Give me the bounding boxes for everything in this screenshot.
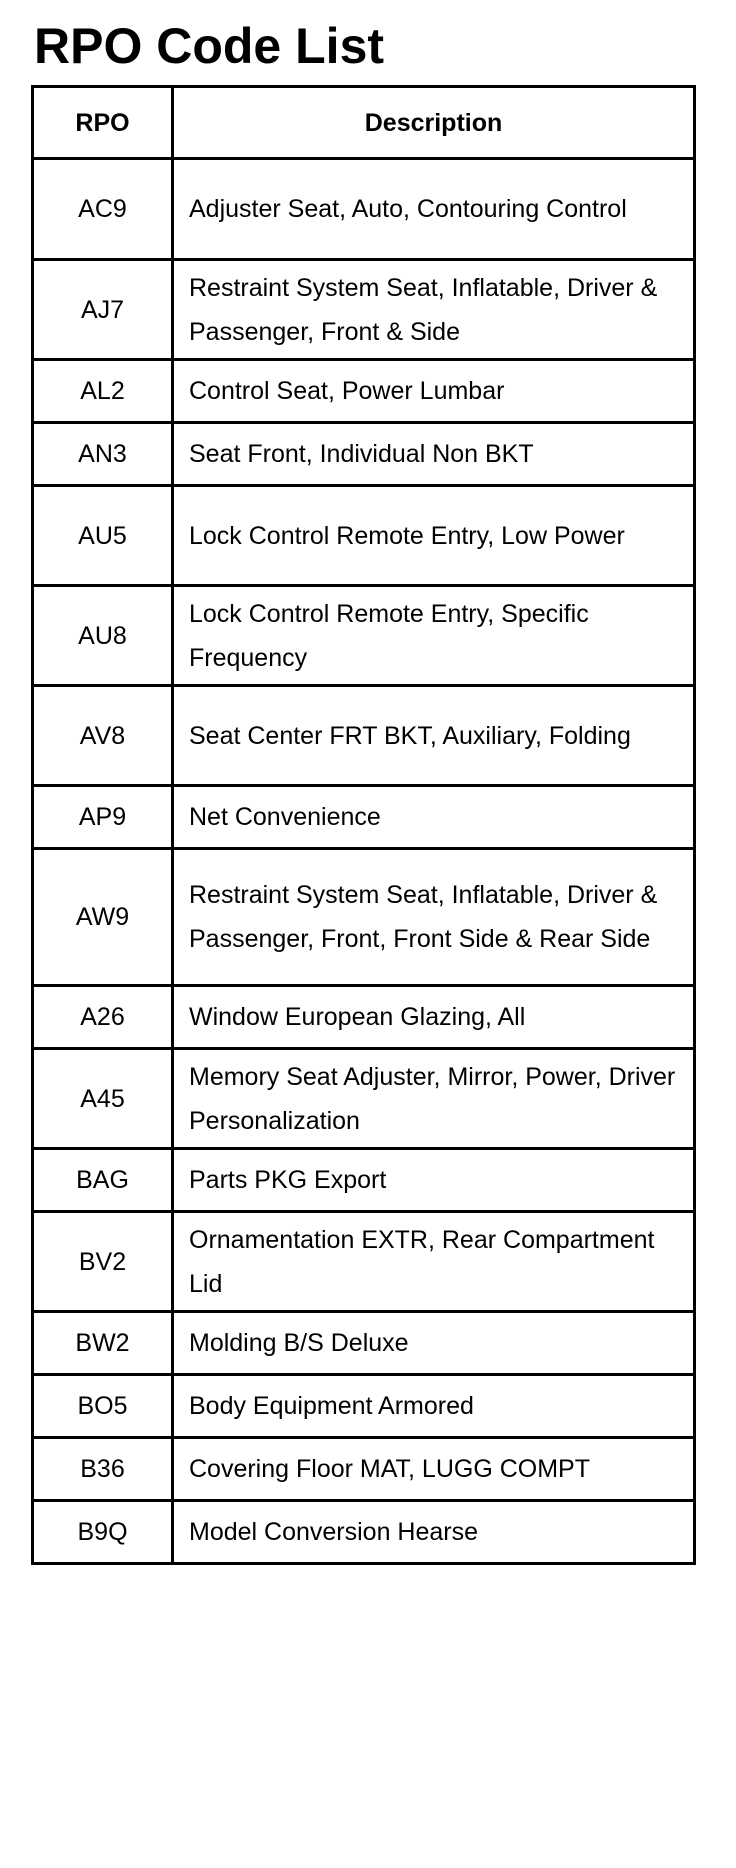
- rpo-code-cell: BO5: [33, 1375, 173, 1438]
- description-cell: Restraint System Seat, Inflatable, Driver & Passenger, Front & Side: [173, 260, 695, 360]
- table-row: [33, 686, 695, 786]
- table-row: [33, 586, 695, 686]
- description-cell: Window European Glazing, All: [173, 986, 695, 1049]
- table-row: [33, 1149, 695, 1212]
- rpo-code-cell: AW9: [33, 849, 173, 986]
- table-row: [33, 159, 695, 260]
- table-row: [33, 1501, 695, 1564]
- description-cell: Molding B/S Deluxe: [173, 1312, 695, 1375]
- rpo-code-cell: AN3: [33, 423, 173, 486]
- rpo-code-cell: A26: [33, 986, 173, 1049]
- description-cell: Adjuster Seat, Auto, Contouring Control: [173, 159, 695, 260]
- table-row: [33, 260, 695, 360]
- rpo-code-cell: AL2: [33, 360, 173, 423]
- rpo-code-cell: AU8: [33, 586, 173, 686]
- table-row: [33, 1312, 695, 1375]
- description-cell: Lock Control Remote Entry, Low Power: [173, 486, 695, 586]
- rpo-code-cell: AV8: [33, 686, 173, 786]
- rpo-code-cell: BAG: [33, 1149, 173, 1212]
- description-cell: Model Conversion Hearse: [173, 1501, 695, 1564]
- description-cell: Seat Center FRT BKT, Auxiliary, Folding: [173, 686, 695, 786]
- rpo-code-cell: B36: [33, 1438, 173, 1501]
- table-row: [33, 423, 695, 486]
- description-cell: Seat Front, Individual Non BKT: [173, 423, 695, 486]
- table-row: [33, 1438, 695, 1501]
- rpo-code-cell: BW2: [33, 1312, 173, 1375]
- rpo-code-cell: AJ7: [33, 260, 173, 360]
- description-cell: Restraint System Seat, Inflatable, Driver & Passenger, Front, Front Side & Rear Side: [173, 849, 695, 986]
- page-title: RPO Code List: [34, 18, 385, 74]
- table-row: [33, 986, 695, 1049]
- description-cell: Body Equipment Armored: [173, 1375, 695, 1438]
- description-cell: Control Seat, Power Lumbar: [173, 360, 695, 423]
- description-cell: Memory Seat Adjuster, Mirror, Power, Driver Personalization: [173, 1049, 695, 1149]
- rpo-code-table: [31, 85, 696, 1565]
- rpo-code-cell: A45: [33, 1049, 173, 1149]
- table-header-row: [33, 87, 695, 159]
- description-cell: Lock Control Remote Entry, Specific Frequency: [173, 586, 695, 686]
- rpo-code-cell: AP9: [33, 786, 173, 849]
- rpo-code-cell: BV2: [33, 1212, 173, 1312]
- table-row: [33, 360, 695, 423]
- description-cell: Covering Floor MAT, LUGG COMPT: [173, 1438, 695, 1501]
- table-row: [33, 486, 695, 586]
- table-row: [33, 786, 695, 849]
- description-cell: Net Convenience: [173, 786, 695, 849]
- table-row: [33, 849, 695, 986]
- table-row: [33, 1212, 695, 1312]
- table-row: [33, 1049, 695, 1149]
- rpo-code-cell: AC9: [33, 159, 173, 260]
- description-cell: Parts PKG Export: [173, 1149, 695, 1212]
- rpo-code-cell: AU5: [33, 486, 173, 586]
- rpo-code-cell: B9Q: [33, 1501, 173, 1564]
- table-row: [33, 1375, 695, 1438]
- column-header-rpo: RPO: [33, 87, 173, 159]
- column-header-description: Description: [173, 87, 695, 159]
- description-cell: Ornamentation EXTR, Rear Compartment Lid: [173, 1212, 695, 1312]
